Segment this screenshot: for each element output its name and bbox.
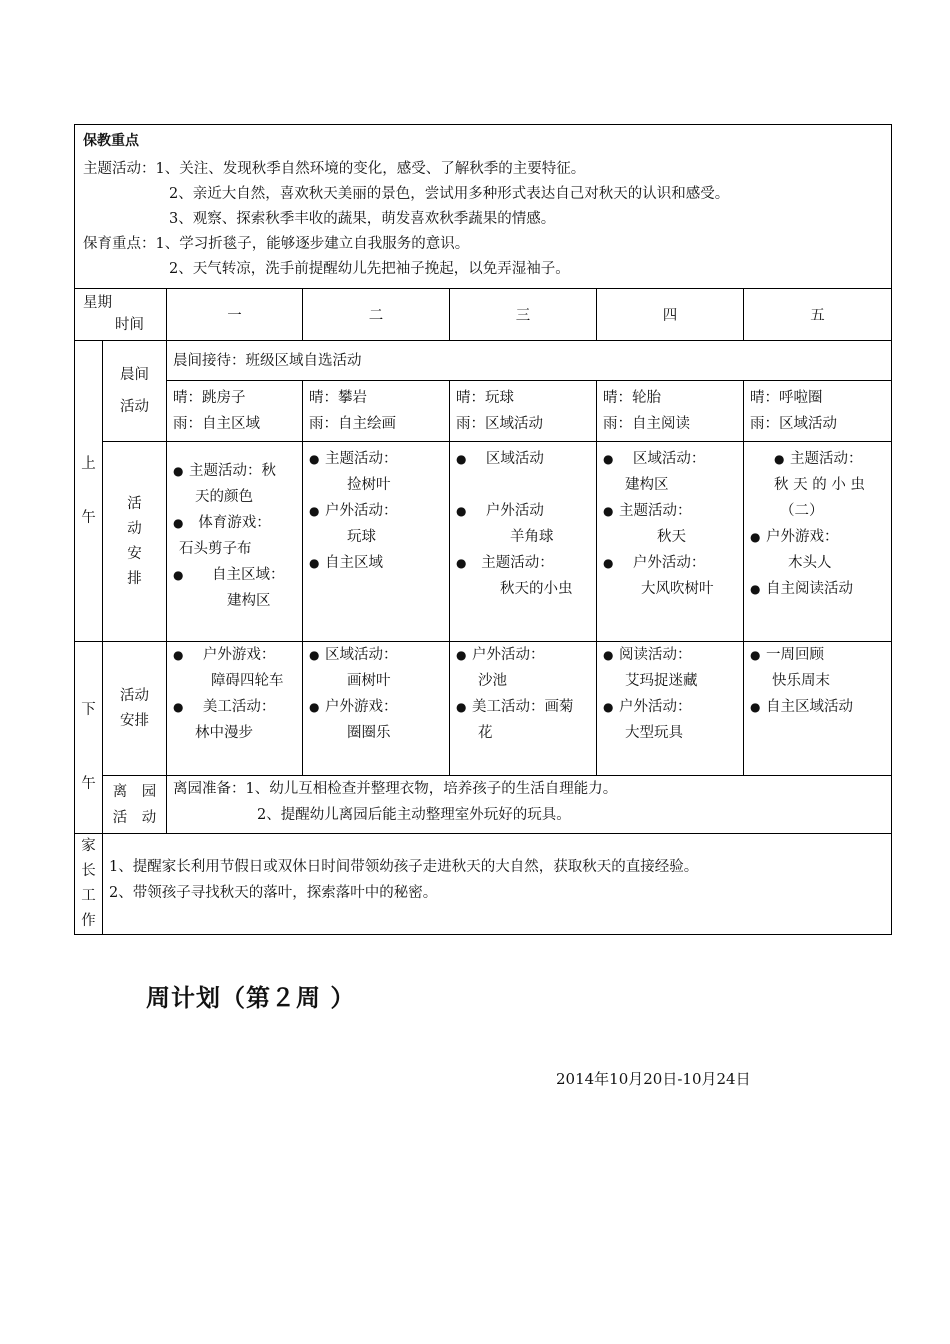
weather-cell: 晴：玩球 雨：区域活动 [450, 381, 597, 442]
week-time-header [75, 289, 167, 341]
bullet-icon: ● [173, 648, 184, 662]
week-date: 2014年10月20日-10月24日 [556, 1070, 751, 1088]
leave-label: 离 园 活 动 [103, 776, 167, 834]
parents-item: 2、带领孩子寻找秋天的落叶，探索落叶中的秘密。 [109, 885, 438, 901]
arrival-reception: 晨间接待：班级区域自选活动 [167, 341, 892, 381]
morning-activities-mon: ● 主题活动：秋 天的颜色 ● 体育游戏： 石头剪子布 ● 自主区域： 建构区 [167, 442, 303, 642]
morning-activities-thu: ● 区域活动： 建构区 ● 主题活动： 秋天 ● 户外活动： 大风吹树叶 [597, 442, 744, 642]
morning-activities-tue: ● 主题活动： 捡树叶 ● 户外活动： 玩球 ● 自主区域 [303, 442, 450, 642]
weather-cell: 晴：跳房子 雨：自主区域 [167, 381, 303, 442]
bullet-icon: ● [603, 648, 614, 662]
afternoon-activities-tue: ● 区域活动： 画树叶 ● 户外游戏： 圈圈乐 [303, 642, 450, 776]
weather-cell: 晴：攀岩 雨：自主绘画 [303, 381, 450, 442]
afternoon-activities-mon: ● 户外游戏： 障碍四轮车 ● 美工活动： 林中漫步 [167, 642, 303, 776]
education-focus [75, 125, 892, 289]
time-label: 时间 [115, 317, 144, 333]
weekly-plan-table [74, 124, 892, 935]
bullet-icon: ● [750, 700, 761, 714]
morning-activity-label: 活 动 安 排 [103, 442, 167, 642]
morning-activities-fri: ● 主题活动： 秋 天 的 小 虫 （二） ● 户外游戏： 木头人 ● 自主阅读活动 [744, 442, 892, 642]
week-label: 星期 [83, 295, 112, 311]
bullet-icon: ● [750, 582, 761, 596]
bullet-icon: ● [603, 556, 614, 570]
bullet-icon: ● [603, 452, 614, 466]
afternoon-activities-thu: ● 阅读活动： 艾玛捉迷藏 ● 户外活动： 大型玩具 [597, 642, 744, 776]
afternoon-label: 下 午 [75, 642, 103, 834]
arrival-label: 晨间 活动 [103, 341, 167, 442]
weather-cell: 晴：轮胎 雨：自主阅读 [597, 381, 744, 442]
day-header: 二 [303, 289, 450, 341]
morning-label: 上 午 [75, 341, 103, 642]
bullet-icon: ● [173, 516, 184, 530]
day-header: 五 [744, 289, 892, 341]
bullet-icon: ● [309, 700, 320, 714]
theme-label: 主题活动： [83, 161, 156, 177]
morning-activities-wed: ● 区域活动 ● 户外活动 羊角球 ● 主题活动： 秋天的小虫 [450, 442, 597, 642]
week-title: 周计划（第２周 ） [146, 984, 356, 1012]
care-label: 保育重点： [83, 236, 156, 252]
bullet-icon: ● [603, 700, 614, 714]
bullet-icon: ● [173, 568, 184, 582]
theme-item: 2、亲近大自然，喜欢秋天美丽的景色，尝试用多种形式表达自己对秋天的认识和感受。 [169, 186, 730, 202]
day-header: 一 [167, 289, 303, 341]
bullet-icon: ● [750, 648, 761, 662]
bullet-icon: ● [456, 556, 467, 570]
bullet-icon: ● [309, 452, 320, 466]
parents-work [103, 834, 892, 935]
bullet-icon: ● [456, 700, 467, 714]
bullet-icon: ● [309, 556, 320, 570]
theme-item: 1、关注、发现秋季自然环境的变化，感受、了解秋季的主要特征。 [155, 161, 586, 177]
bullet-icon: ● [456, 452, 467, 466]
bullet-icon: ● [774, 452, 785, 466]
weather-cell: 晴：呼啦圈 雨：区域活动 [744, 381, 892, 442]
bullet-icon: ● [173, 464, 184, 478]
bullet-icon: ● [603, 504, 614, 518]
bullet-icon: ● [456, 504, 467, 518]
bullet-icon: ● [309, 648, 320, 662]
afternoon-activities-fri: ● 一周回顾 快乐周末 ● 自主区域活动 [744, 642, 892, 776]
bullet-icon: ● [750, 530, 761, 544]
bullet-icon: ● [173, 700, 184, 714]
bullet-icon: ● [456, 648, 467, 662]
theme-item: 3、观察、探索秋季丰收的蔬果，萌发喜欢秋季蔬果的情感。 [169, 211, 556, 227]
bullet-icon: ● [309, 504, 320, 518]
care-item: 2、天气转凉，洗手前提醒幼儿先把袖子挽起，以免弄湿袖子。 [169, 261, 570, 277]
day-header: 三 [450, 289, 597, 341]
leave-prep: 离园准备：1、幼儿互相检查并整理衣物，培养孩子的生活自理能力。 2、提醒幼儿离园后能主动整理室外玩好的玩具。 [167, 776, 892, 834]
afternoon-activity-label: 活动 安排 [103, 642, 167, 776]
focus-title: 保教重点 [83, 133, 139, 149]
care-item: 1、学习折毯子，能够逐步建立自我服务的意识。 [155, 236, 470, 252]
afternoon-activities-wed: ● 户外活动： 沙池 ● 美工活动：画菊 花 [450, 642, 597, 776]
parents-label: 家 长 工 作 [75, 834, 103, 935]
day-header: 四 [597, 289, 744, 341]
parents-item: 1、提醒家长利用节假日或双休日时间带领幼孩子走进秋天的大自然，获取秋天的直接经验。 [109, 859, 699, 875]
